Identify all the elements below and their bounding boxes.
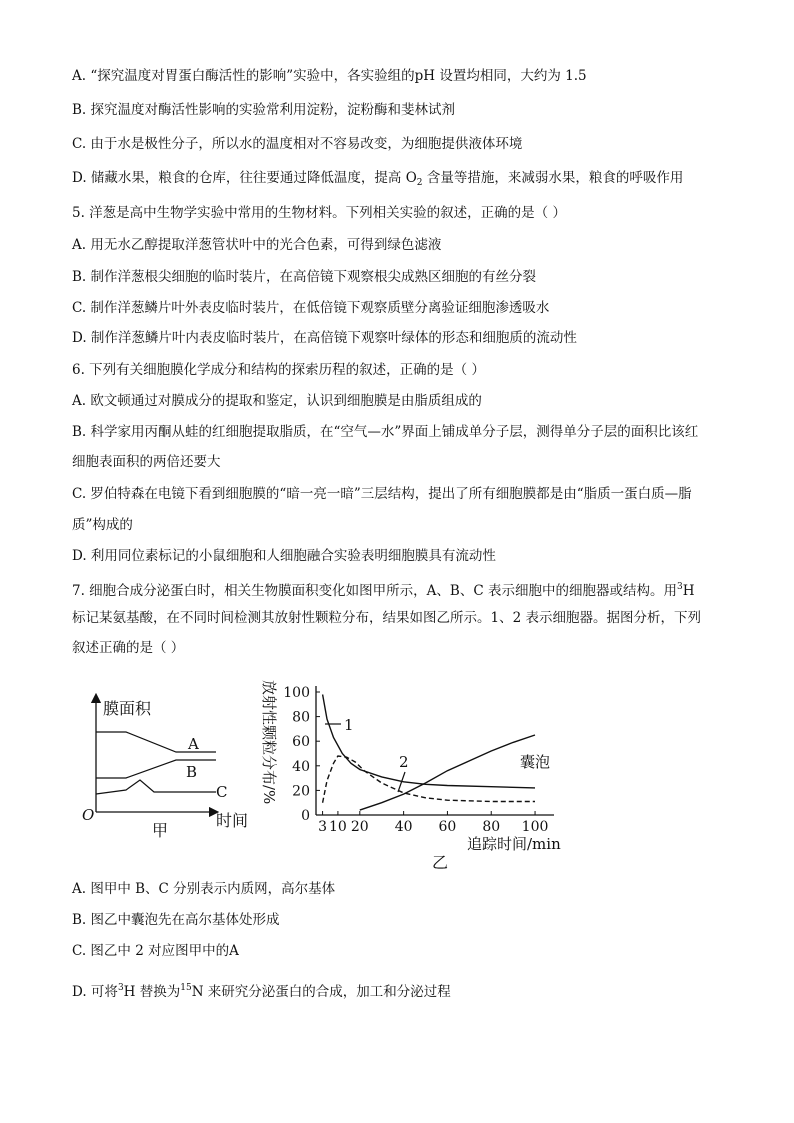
q7-option-d-text: D. 可将: [72, 984, 118, 1000]
q6-option-b-line1: B. 科学家用丙酮从蛙的红细胞提取脂质，在“空气—水”界面上铺成单分子层，测得单分子层的面积比该红: [72, 424, 699, 440]
yi-x-tick-label: 100: [521, 819, 549, 835]
q7-option-a: A. 图甲中 B、C 分别表示内质网，高尔基体: [72, 881, 336, 897]
q4-option-a: A. “探究温度对胃蛋白酶活性的影响”实验中，各实验组的pH 设置均相同，大约为 1.5: [72, 68, 587, 84]
q6-option-c-line2: 质”构成的: [72, 517, 133, 533]
q7-option-d: [72, 978, 451, 1002]
q4-option-b: B. 探究温度对酶活性影响的实验常利用淀粉，淀粉酶和斐林试剂: [72, 102, 456, 118]
yi-series-vesicle-label: 囊泡: [520, 753, 551, 771]
curve-label-b: B: [186, 763, 198, 781]
yi-x-tick-label: 80: [482, 819, 501, 835]
q7-option-d-mid: H 替换为: [123, 984, 181, 1000]
q6-option-c-line1: C. 罗伯特森在电镜下看到细胞膜的“暗一亮一暗”三层结构，提出了所有细胞膜都是由“脂质一蛋白质—脂: [72, 486, 692, 502]
figure-yi-chart: [252, 672, 592, 872]
curve-label-a: A: [188, 735, 199, 753]
q7-stem-line1: [72, 577, 694, 601]
yi-series-1-label: 1: [344, 716, 354, 734]
curve-c: [96, 780, 216, 794]
q7-stem-h: H: [682, 583, 695, 599]
h3-superscript: 3: [117, 983, 124, 993]
h3-superscript: 3: [676, 582, 683, 592]
yi-y-tick-label: 100: [283, 685, 310, 701]
yi-caption: 乙: [432, 853, 449, 872]
q5-option-d: D. 制作洋葱鳞片叶内表皮临时装片，在高倍镜下观察叶绿体的形态和细胞质的流动性: [72, 330, 577, 346]
q6-option-b-line2: 细胞表面积的两倍还要大: [72, 454, 221, 470]
q5-option-b: B. 制作洋葱根尖细胞的临时装片，在高倍镜下观察根尖成熟区细胞的有丝分裂: [72, 269, 537, 285]
yi-x-tick-label: 20: [350, 819, 369, 835]
jia-origin: O: [82, 806, 95, 824]
yi-x-tick-label: 3: [318, 819, 328, 835]
q6-option-d: D. 利用同位素标记的小鼠细胞和人细胞融合实验表明细胞膜具有流动性: [72, 548, 496, 564]
yi-y-tick-label: 20: [292, 783, 310, 800]
o2-subscript: 2: [416, 178, 423, 188]
jia-ylabel: 膜面积: [103, 699, 152, 718]
q7-option-b: B. 图乙中囊泡先在高尔基体处形成: [72, 912, 280, 928]
jia-xlabel: 时间: [216, 811, 249, 830]
yi-y-tick-label: 0: [301, 808, 310, 824]
q5-stem: 5. 洋葱是高中生物学实验中常用的生物材料。下列相关实验的叙述，正确的是（ ）: [72, 205, 566, 221]
q4-option-d-text: D. 储藏水果，粮食的仓库，往往要通过降低温度，提高 O: [72, 170, 417, 186]
q7-stem-line3: 叙述正确的是（ ）: [72, 640, 185, 656]
yi-y-tick-label: 80: [292, 709, 310, 726]
yi-xlabel: 追踪时间/min: [467, 835, 561, 853]
curve-b: [96, 760, 216, 778]
yi-y-tick-label: 40: [292, 758, 310, 775]
yi-ylabel: 放射性颗粒分布/%: [260, 680, 278, 805]
yi-series-line-2: [323, 756, 535, 803]
yi-x-tick-label: 10: [328, 819, 347, 835]
yi-series-2-label: 2: [399, 753, 409, 771]
yi-series-line-3: [360, 735, 535, 810]
q4-option-d: [72, 168, 683, 193]
q7-option-c: C. 图乙中 2 对应图甲中的A: [72, 943, 239, 959]
yi-x-tick-label: 60: [438, 819, 457, 835]
q5-option-c: C. 制作洋葱鳞片叶外表皮临时装片，在低倍镜下观察质壁分离验证细胞渗透吸水: [72, 300, 550, 316]
n15-superscript: 15: [180, 983, 192, 993]
curve-label-c: C: [216, 783, 228, 801]
yi-y-tick-label: 60: [292, 734, 310, 751]
q7-stem-text: 7. 细胞合成分泌蛋白时，相关生物膜面积变化如图甲所示，A、B、C 表示细胞中的细胞器或结构。用: [72, 583, 677, 599]
q5-option-a: A. 用无水乙醇提取洋葱管状叶中的光合色素，可得到绿色滤液: [72, 237, 442, 253]
figure-jia: [78, 692, 268, 842]
q6-stem: 6. 下列有关细胞膜化学成分和结构的探索历程的叙述，正确的是（ ）: [72, 362, 485, 378]
yi-series-line-1: [323, 695, 535, 788]
jia-caption: 甲: [152, 821, 169, 840]
q6-option-a: A. 欧文顿通过对膜成分的提取和鉴定，认识到细胞膜是由脂质组成的: [72, 393, 482, 409]
q4-option-d-text-end: 含量等措施，来减弱水果，粮食的呼吸作用: [422, 170, 684, 186]
yi-x-tick-label: 40: [394, 819, 413, 835]
q7-option-d-end: N 来研究分泌蛋白的合成，加工和分泌过程: [191, 984, 451, 1000]
q4-option-c: C. 由于水是极性分子，所以水的温度相对不容易改变，为细胞提供液体环境: [72, 136, 523, 152]
q7-stem-line2: 标记某氨基酸，在不同时间检测其放射性颗粒分布，结果如图乙所示。1、2 表示细胞器。据图分析，下列: [72, 610, 701, 626]
